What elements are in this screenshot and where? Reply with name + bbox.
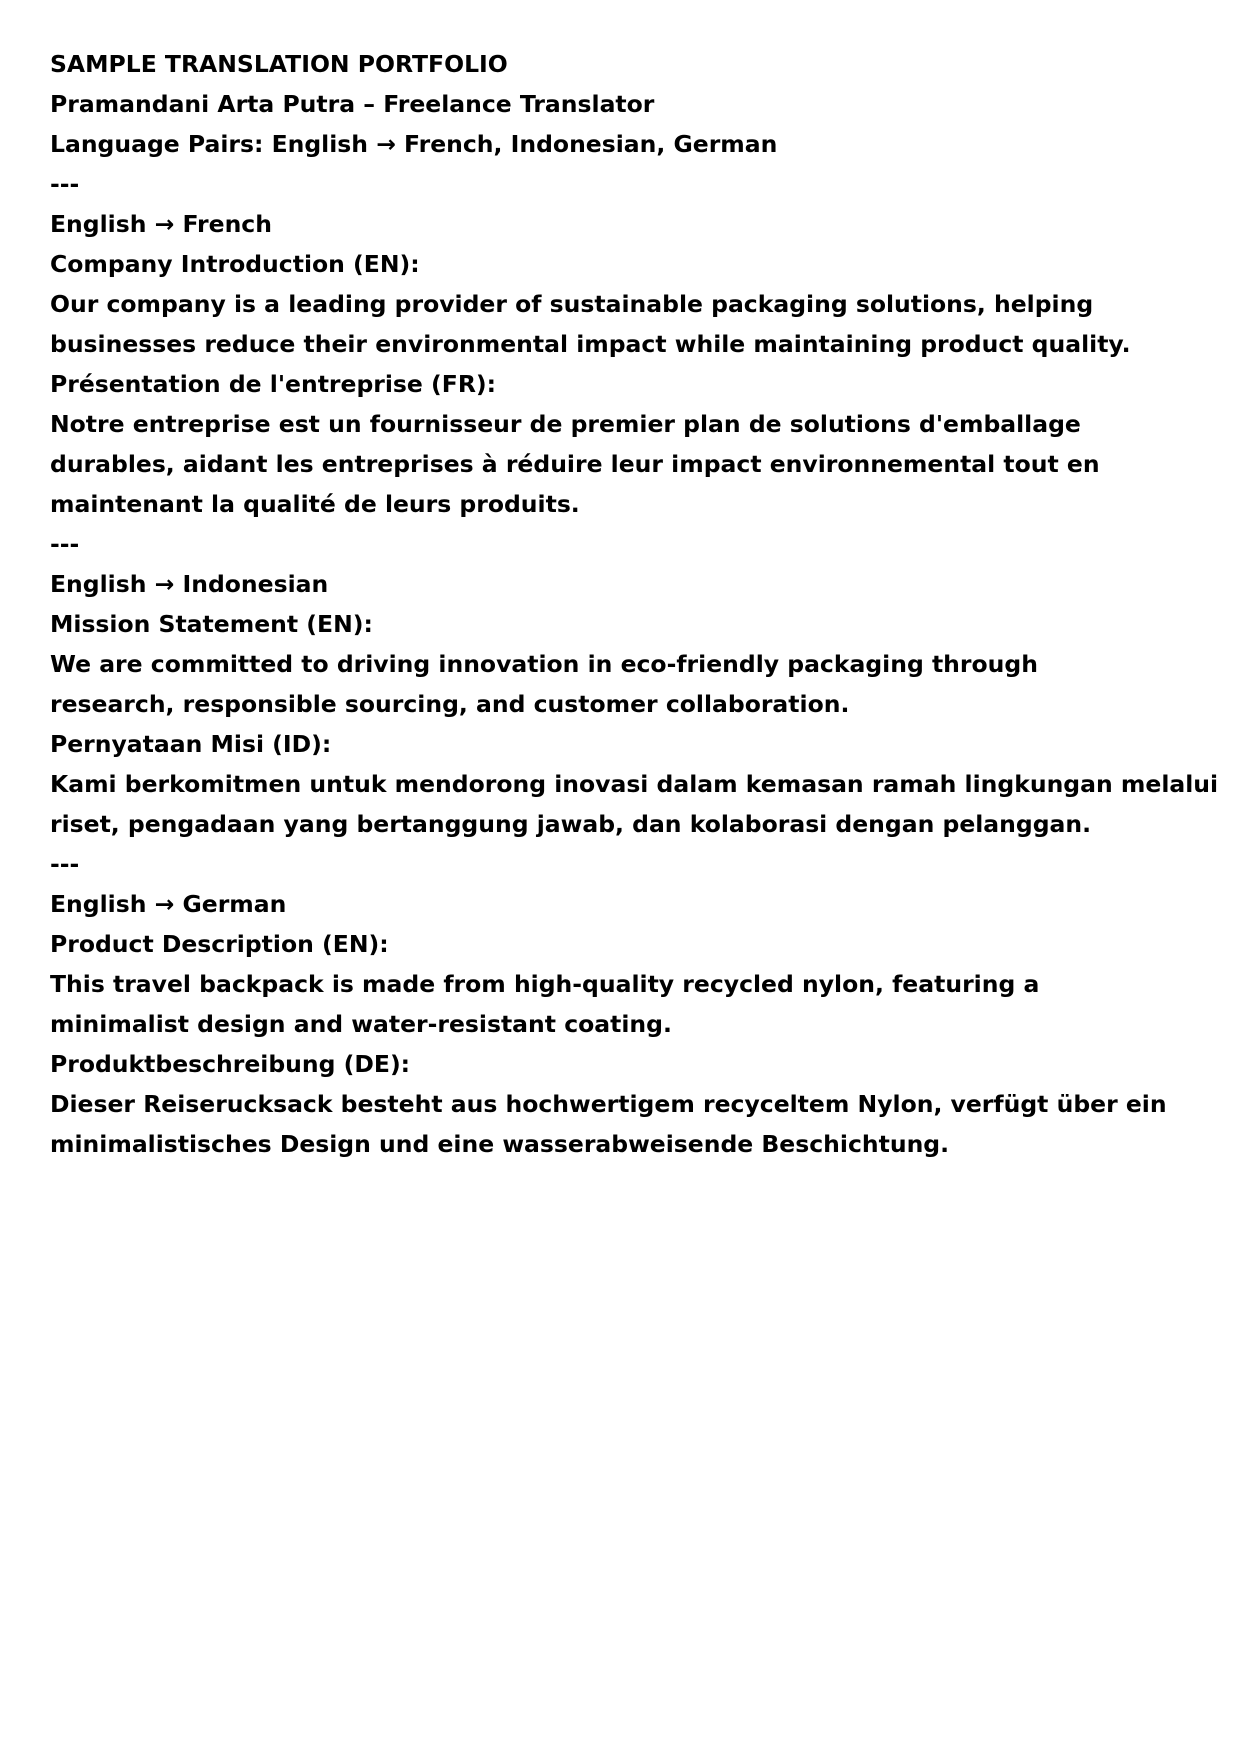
target-text-line: durables, aidant les entreprises à réduire leur impact environnemental tout en bbox=[50, 450, 1100, 478]
target-text-line: Kami berkomitmen untuk mendorong inovasi dalam kemasan ramah lingkungan melalui bbox=[50, 770, 1219, 798]
author-line: Pramandani Arta Putra – Freelance Translator bbox=[50, 90, 655, 118]
source-text-line: businesses reduce their environmental impact while maintaining product quality. bbox=[50, 330, 1131, 358]
section-heading-german: English → German bbox=[50, 890, 287, 918]
source-label-french: Company Introduction (EN): bbox=[50, 250, 420, 278]
source-text-line: minimalist design and water-resistant coating. bbox=[50, 1010, 672, 1038]
separator: --- bbox=[50, 170, 80, 198]
separator: --- bbox=[50, 850, 80, 878]
source-text-line: research, responsible sourcing, and customer collaboration. bbox=[50, 690, 850, 718]
target-label-german: Produktbeschreibung (DE): bbox=[50, 1050, 411, 1078]
separator: --- bbox=[50, 530, 80, 558]
target-text-line: Dieser Reiserucksack besteht aus hochwertigem recyceltem Nylon, verfügt über ein bbox=[50, 1090, 1167, 1118]
source-text-line: We are committed to driving innovation in eco-friendly packaging through bbox=[50, 650, 1038, 678]
target-text-line: riset, pengadaan yang bertanggung jawab, dan kolaborasi dengan pelanggan. bbox=[50, 810, 1092, 838]
document-title: SAMPLE TRANSLATION PORTFOLIO bbox=[50, 50, 508, 78]
source-text-line: Our company is a leading provider of sustainable packaging solutions, helping bbox=[50, 290, 1094, 318]
section-heading-indonesian: English → Indonesian bbox=[50, 570, 329, 598]
source-label-german: Product Description (EN): bbox=[50, 930, 389, 958]
source-text-line: This travel backpack is made from high-quality recycled nylon, featuring a bbox=[50, 970, 1040, 998]
target-text-line: minimalistisches Design und eine wasserabweisende Beschichtung. bbox=[50, 1130, 950, 1158]
target-label-french: Présentation de l'entreprise (FR): bbox=[50, 370, 497, 398]
target-label-indonesian: Pernyataan Misi (ID): bbox=[50, 730, 332, 758]
source-label-indonesian: Mission Statement (EN): bbox=[50, 610, 373, 638]
language-pairs: Language Pairs: English → French, Indonesian, German bbox=[50, 130, 778, 158]
document-body bbox=[50, 44, 1240, 1164]
target-text-line: Notre entreprise est un fournisseur de premier plan de solutions d'emballage bbox=[50, 410, 1081, 438]
section-heading-french: English → French bbox=[50, 210, 272, 238]
target-text-line: maintenant la qualité de leurs produits. bbox=[50, 490, 580, 518]
